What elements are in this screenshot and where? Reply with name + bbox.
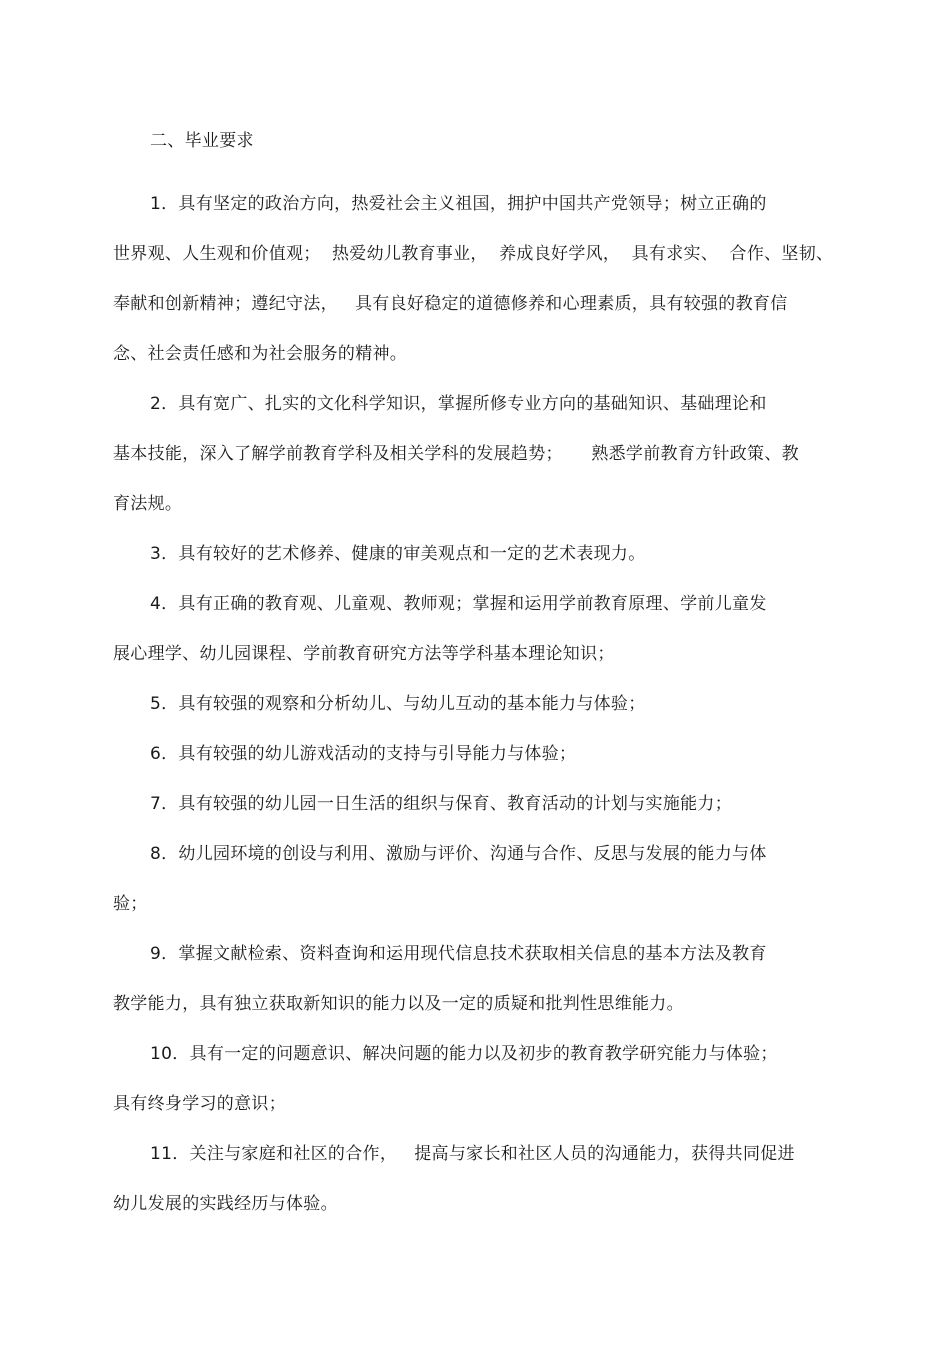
item-11-line-2: 幼儿发展的实践经历与体验。 [113,1194,338,1214]
item-10-line-2: 具有终身学习的意识； [113,1094,286,1114]
item-2-line-2: 基本技能，深入了解学前教育学科及相关学科的发展趋势； 熟悉学前教育方针政策、教 [113,444,799,464]
item-4-line-2: 展心理学、幼儿园课程、学前教育研究方法等学科基本理论知识； [113,644,615,664]
section-heading: 二、毕业要求 [150,131,254,151]
item-1-line-1: 1．具有坚定的政治方向，热爱社会主义祖国，拥护中国共产党领导；树立正确的 [150,194,767,214]
item-1-line-4: 念、社会责任感和为社会服务的精神。 [113,344,408,364]
item-4-line-1: 4．具有正确的教育观、儿童观、教师观；掌握和运用学前教育原理、学前儿童发 [150,594,767,614]
item-1-line-3: 奉献和创新精神；遵纪守法， 具有良好稳定的道德修养和心理素质，具有较强的教育信 [113,294,788,314]
item-1-line-2: 世界观、人生观和价值观； 热爱幼儿教育事业， 养成良好学风， 具有求实、 合作、坚韧、 [113,244,834,264]
item-6-line-1: 6．具有较强的幼儿游戏活动的支持与引导能力与体验； [150,744,577,764]
item-3-line-1: 3．具有较好的艺术修养、健康的审美观点和一定的艺术表现力。 [150,544,646,564]
item-8-line-2: 验； [113,894,148,914]
item-9-line-2: 教学能力，具有独立获取新知识的能力以及一定的质疑和批判性思维能力。 [113,994,684,1014]
item-10-line-1: 10．具有一定的问题意识、解决问题的能力以及初步的教育教学研究能力与体验； [150,1044,778,1064]
item-2-line-3: 育法规。 [113,494,183,514]
item-9-line-1: 9．掌握文献检索、资料查询和运用现代信息技术获取相关信息的基本方法及教育 [150,944,767,964]
item-2-line-1: 2．具有宽广、扎实的文化科学知识，掌握所修专业方向的基础知识、基础理论和 [150,394,767,414]
item-5-line-1: 5．具有较强的观察和分析幼儿、与幼儿互动的基本能力与体验； [150,694,646,714]
item-11-line-1: 11．关注与家庭和社区的合作， 提高与家长和社区人员的沟通能力，获得共同促进 [150,1144,795,1164]
item-7-line-1: 7．具有较强的幼儿园一日生活的组织与保育、教育活动的计划与实施能力； [150,794,733,814]
item-8-line-1: 8．幼儿园环境的创设与利用、激励与评价、沟通与合作、反思与发展的能力与体 [150,844,767,864]
